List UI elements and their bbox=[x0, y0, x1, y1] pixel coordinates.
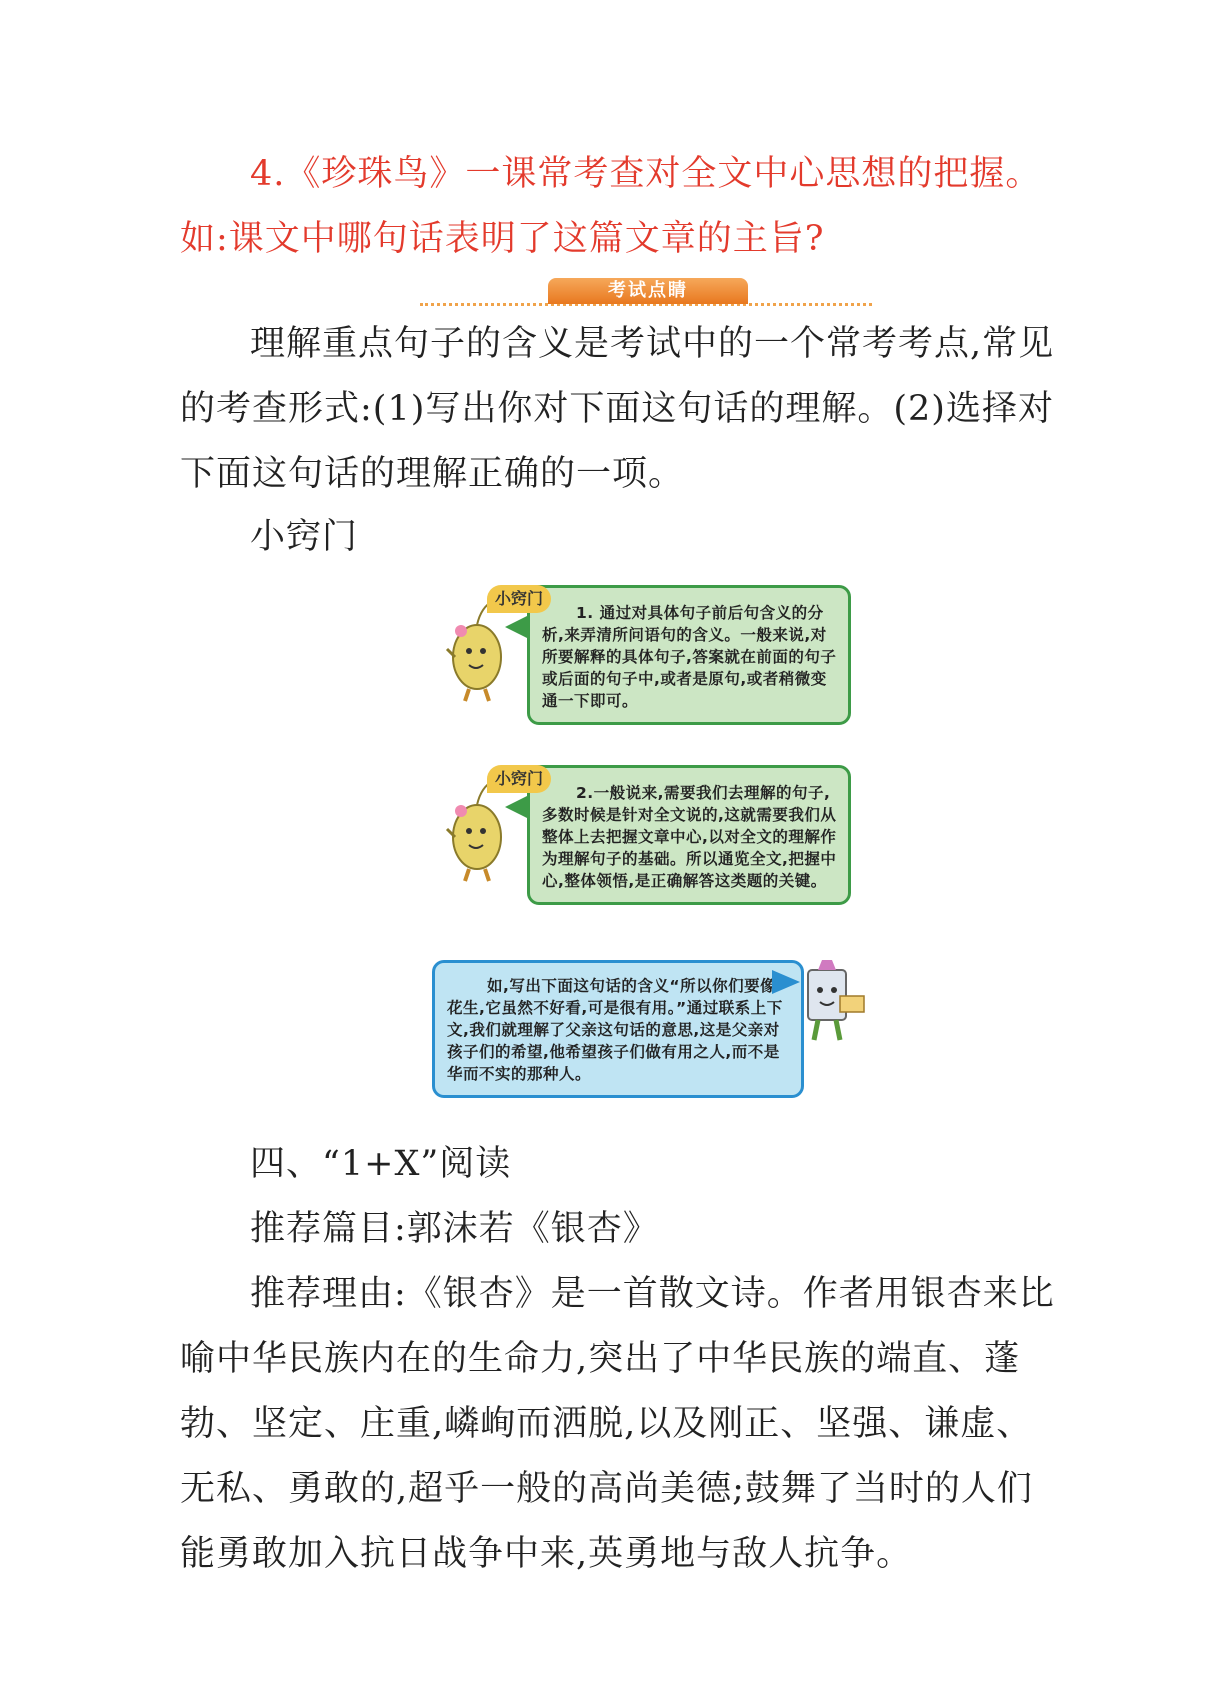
exam-point-text: 理解重点句子的含义是考试中的一个常考考点,常见的考查形式:(1)写出你对下面这句话的理解。(2)选择对下面这句话的理解正确的一项。 bbox=[180, 324, 1055, 494]
tip-text-1: 1. 通过对具体句子前后句含义的分析,来弄清所问语句的含义。一般来说,对所要解释的具体句子,答案就在前面的句子或后面的句子中,或者是原句,或者稍微变通一下即可。 bbox=[527, 585, 851, 725]
tip-label-2: 小窍门 bbox=[487, 765, 551, 793]
recommend-reason: 推荐理由:《银杏》是一首散文诗。作者用银杏来比喻中华民族内在的生命力,突出了中华民族的端直、蓬勃、坚定、庄重,嶙峋而洒脱,以及刚正、坚强、谦虚、无私、勇敢的,超乎一般的高尚美德;鼓舞了当时的人们能勇敢加入抗日战争中来,英勇地与敌人抗争。 bbox=[180, 1274, 1055, 1574]
example-pointer bbox=[772, 970, 800, 994]
tip-pointer bbox=[505, 615, 529, 639]
question-text: 4.《珍珠鸟》一课常考查对全文中心思想的把握。如:课文中哪句话表明了这篇文章的主旨? bbox=[180, 154, 1042, 259]
tip-card-1 bbox=[445, 585, 845, 745]
section-four-title: 四、“1+X”阅读 bbox=[250, 1144, 512, 1184]
recommend-title: 推荐篇目:郭沫若《银杏》 bbox=[250, 1209, 659, 1249]
tip-pointer bbox=[505, 795, 529, 819]
tip-label-1: 小窍门 bbox=[487, 585, 551, 613]
tip-text-2: 2.一般说来,需要我们去理解的句子,多数时候是针对全文说的,这就需要我们从整体上去把握文章中心,以对全文的理解作为理解句子的基础。所以通览全文,把握中心,整体领悟,是正确解答这类题的关键。 bbox=[527, 765, 851, 905]
exam-point-badge: 考试点睛 bbox=[548, 278, 748, 304]
example-box: 如,写出下面这句话的含义“所以你们要像花生,它虽然不好看,可是很有用。”通过联系上下文,我们就理解了父亲这句话的意思,这是父亲对孩子们的希望,他希望孩子们做有用之人,而不是华而不实的那种人。 bbox=[432, 960, 804, 1098]
tip-card-2 bbox=[445, 765, 845, 955]
tips-heading: 小窍门 bbox=[250, 517, 359, 557]
book-mascot-icon bbox=[800, 960, 870, 1050]
